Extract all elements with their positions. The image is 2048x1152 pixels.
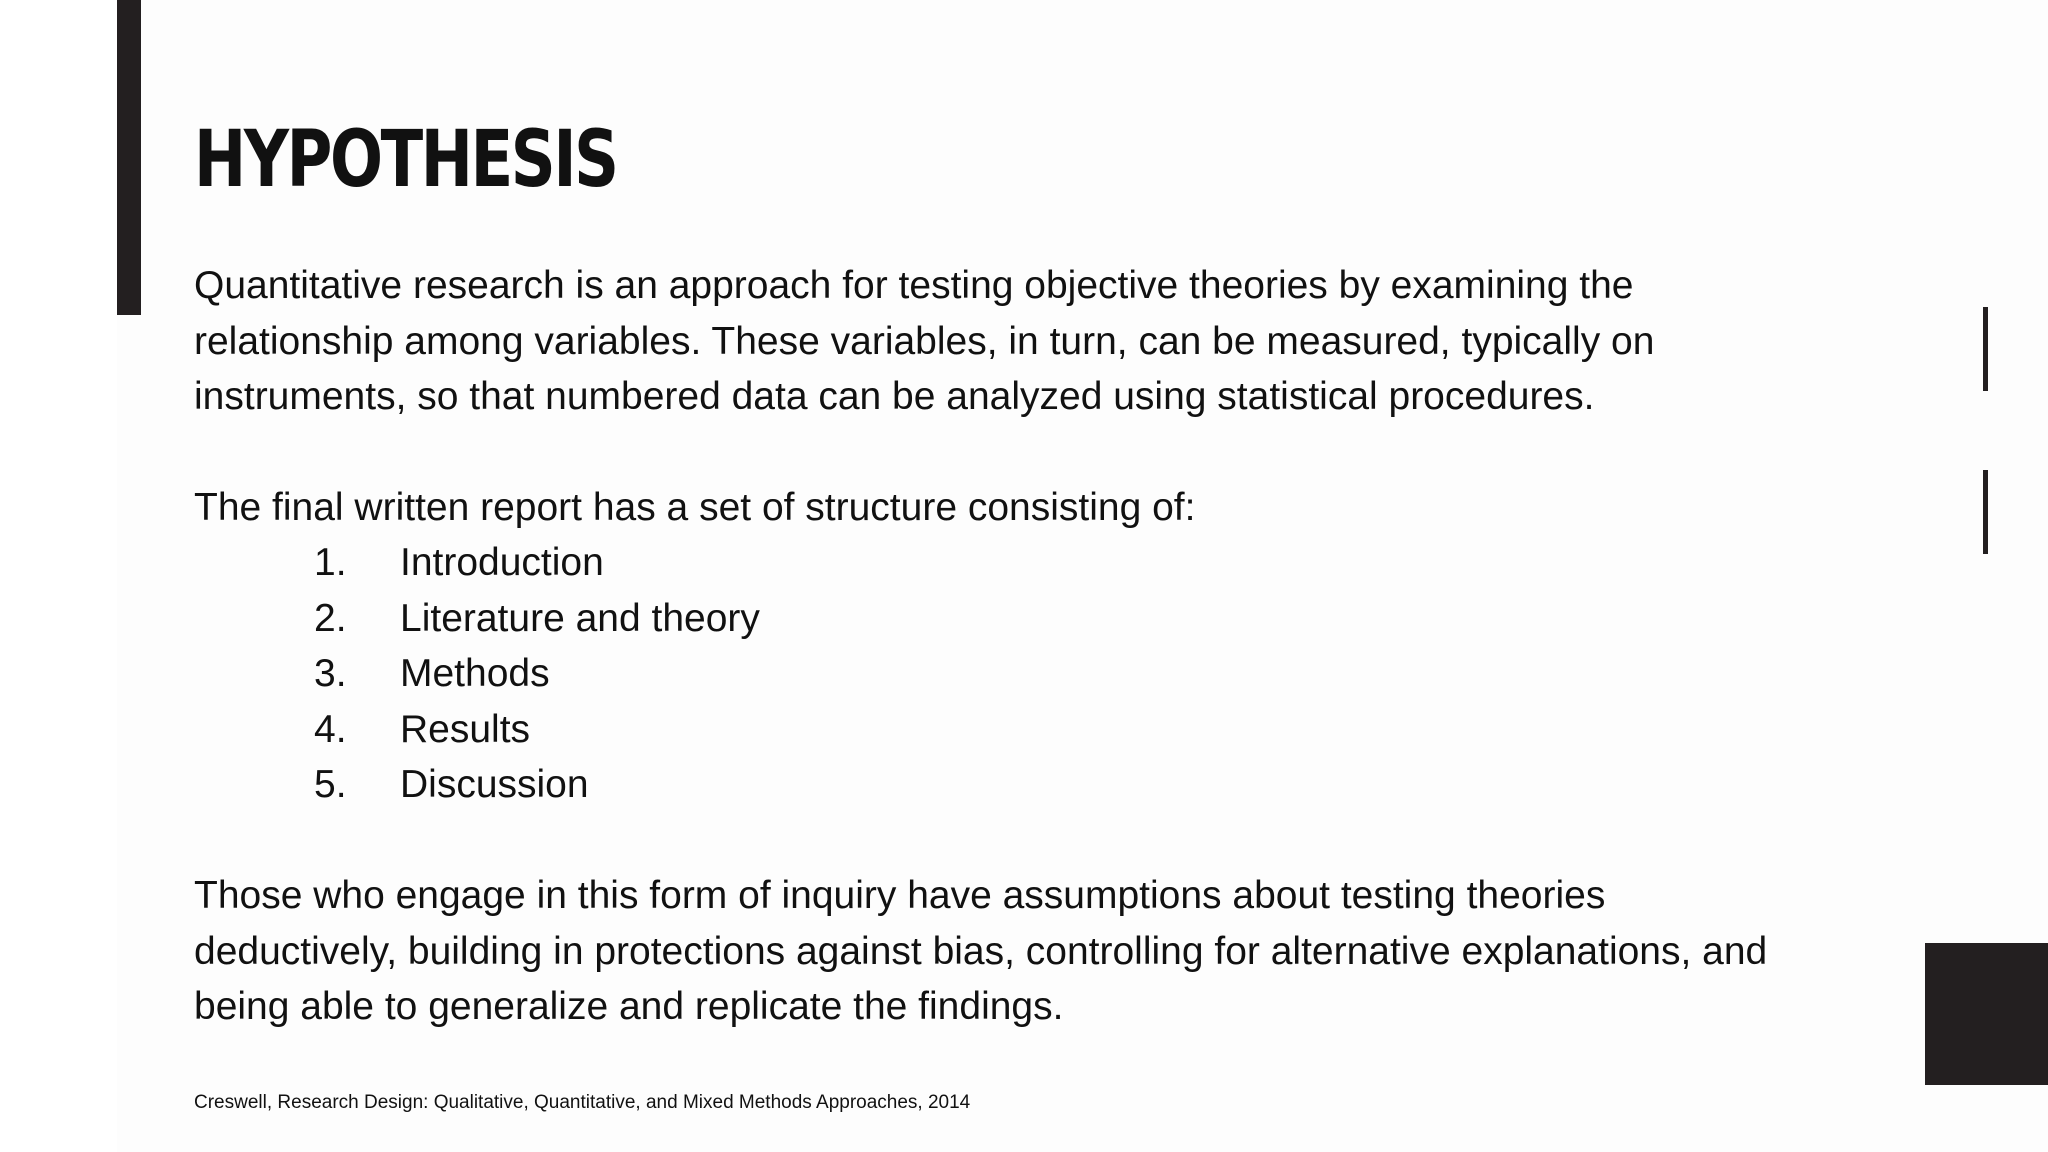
structure-list bbox=[194, 535, 760, 813]
list-item-number: 4. bbox=[314, 707, 347, 751]
list-item-label: Methods bbox=[400, 652, 550, 695]
slide-title: HYPOTHESIS bbox=[194, 115, 617, 205]
structure-intro: The final written report has a set of structure consisting of: bbox=[194, 486, 1196, 529]
list-item bbox=[194, 591, 760, 647]
paragraph-definition: Quantitative research is an approach for testing objective theories by examining the relationship among variables. These variables, in turn, can be measured, typically on instruments, so that numbered data can be analyzed using statistical procedures. bbox=[194, 264, 1655, 418]
citation: Creswell, Research Design: Qualitative, Quantitative, and Mixed Methods Approaches, 2014 bbox=[194, 1092, 971, 1113]
list-item-label: Introduction bbox=[400, 541, 604, 584]
decorative-tick-mark bbox=[1983, 470, 1988, 554]
accent-bar-left bbox=[117, 0, 141, 315]
list-item bbox=[194, 702, 760, 758]
list-item-label: Discussion bbox=[400, 763, 589, 806]
list-item-label: Results bbox=[400, 707, 531, 751]
list-item-number: 2. bbox=[314, 596, 347, 640]
decorative-corner-block bbox=[1925, 943, 2048, 1085]
list-item bbox=[194, 757, 760, 813]
list-item-number: 3. bbox=[314, 652, 347, 695]
paragraph-assumptions: Those who engage in this form of inquiry have assumptions about testing theories deductively, building in protections against bias, controlling for alternative explanations, and being able to generalize and replicate the findings. bbox=[194, 874, 1768, 1028]
list-item-number: 5. bbox=[314, 763, 347, 806]
list-item-number: 1. bbox=[314, 541, 347, 584]
list-item bbox=[194, 535, 760, 591]
list-item-label: Literature and theory bbox=[400, 596, 760, 640]
list-item bbox=[194, 646, 760, 702]
decorative-tick-mark bbox=[1983, 307, 1988, 391]
